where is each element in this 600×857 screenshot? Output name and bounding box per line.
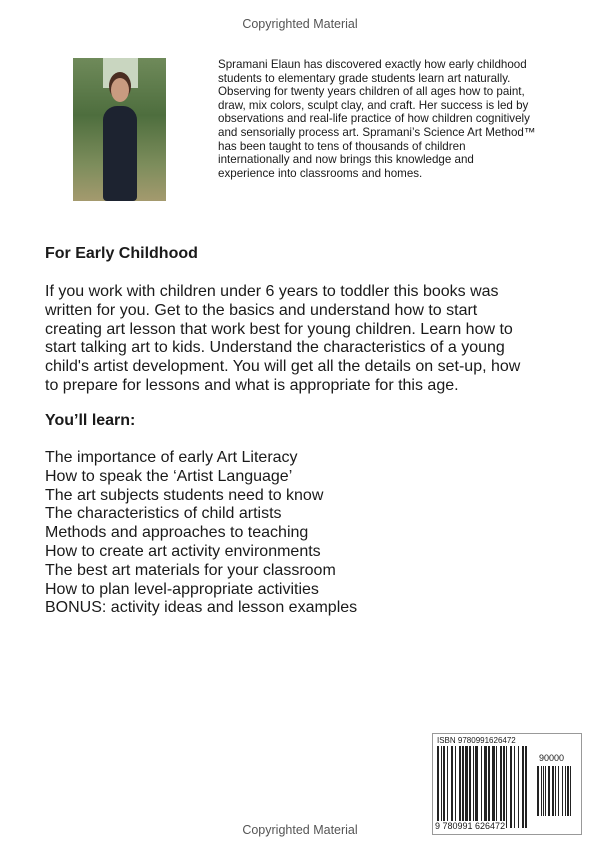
barcode-bar	[518, 746, 519, 828]
learn-item: BONUS: activity ideas and lesson examples	[45, 599, 358, 617]
barcode-bar	[441, 746, 442, 828]
bio-line: has been taught to tens of thousands of children	[218, 139, 466, 153]
barcode-bar	[475, 746, 478, 828]
barcode-bar	[447, 746, 448, 828]
description-line: to prepare for lessons and what is appropriate for this age.	[45, 376, 459, 394]
barcode-bar	[492, 746, 495, 828]
addon-bar	[565, 766, 566, 816]
barcode-bar	[525, 746, 527, 828]
barcode-bar	[465, 746, 468, 828]
bio-line: students to elementary grade students learn art naturally.	[218, 71, 511, 85]
barcode-bar	[522, 746, 524, 828]
author-bio	[218, 58, 588, 180]
description-line: If you work with children under 6 years to toddler this books was	[45, 283, 499, 300]
learn-list	[45, 449, 357, 618]
barcode-digits: 9 780991 626472	[435, 821, 506, 831]
learn-item: Methods and approaches to teaching	[45, 524, 309, 542]
section-title-youll-learn: You’ll learn:	[45, 412, 136, 429]
barcode-bar	[484, 746, 487, 828]
description-paragraph	[45, 283, 520, 396]
copyright-watermark-bottom: Copyrighted Material	[242, 823, 358, 837]
barcode-bar	[443, 746, 445, 828]
barcode-bar	[510, 746, 512, 828]
barcode-bar	[500, 746, 502, 828]
learn-item: How to create art activity environments	[45, 542, 321, 560]
author-photo	[73, 58, 166, 201]
bio-line: observations and real-life practice of how children cognitively	[218, 112, 530, 126]
learn-item: How to speak the ‘Artist Language’	[45, 467, 293, 485]
addon-bar	[567, 766, 569, 816]
learn-item: The characteristics of child artists	[45, 505, 282, 523]
isbn-barcode	[432, 733, 582, 835]
barcode-bar	[459, 746, 461, 828]
addon-bar	[545, 766, 546, 816]
barcode-bar	[481, 746, 482, 828]
addon-bar	[552, 766, 554, 816]
barcode-bar	[496, 746, 497, 828]
bio-line: Spramani Elaun has discovered exactly how early childhood	[218, 58, 527, 71]
barcode-bar	[473, 746, 474, 828]
barcode-bar	[462, 746, 464, 828]
barcode-bar	[451, 746, 453, 828]
learn-item: The art subjects students need to know	[45, 486, 324, 504]
addon-bar	[541, 766, 542, 816]
barcode-bar	[469, 746, 471, 828]
barcode-bar	[503, 746, 505, 828]
description-line: written for you. Get to the basics and understand how to start	[45, 301, 478, 319]
learn-item: The best art materials for your classroom	[45, 561, 336, 579]
copyright-watermark-top: Copyrighted Material	[242, 17, 358, 31]
barcode-bar	[514, 746, 515, 828]
addon-bar	[548, 766, 550, 816]
addon-bar	[570, 766, 571, 816]
barcode-bar	[437, 746, 439, 828]
barcode-bar	[506, 746, 507, 828]
addon-bar	[537, 766, 539, 816]
addon-bar	[543, 766, 544, 816]
isbn-label: ISBN 9780991626472	[437, 736, 516, 745]
section-title-early-childhood: For Early Childhood	[45, 245, 198, 262]
price-code: 90000	[539, 753, 565, 763]
learn-item: The importance of early Art Literacy	[45, 449, 298, 466]
description-line: child's artist development. You will get all the details on set-up, how	[45, 358, 521, 376]
bio-line: experience into classrooms and homes.	[218, 166, 423, 180]
description-line: creating art lesson that work best for young children. Learn how to	[45, 320, 513, 338]
learn-item: How to plan level-appropriate activities	[45, 580, 319, 598]
bio-line: and sensorially process art. Spramani’s Science Art Method™	[218, 125, 536, 139]
bio-line: Observing for twenty years children of all ages how to paint,	[218, 85, 525, 99]
bio-line: internationally and now brings this knowledge and	[218, 153, 474, 167]
barcode-bar	[455, 746, 456, 828]
addon-bar	[562, 766, 563, 816]
bio-line: draw, mix colors, sculpt clay, and craft. Her success is led by	[218, 98, 529, 112]
addon-bar	[555, 766, 556, 816]
barcode-bar	[488, 746, 490, 828]
addon-bar	[558, 766, 559, 816]
description-line: start talking art to kids. Understand the characteristics of a young	[45, 339, 505, 357]
